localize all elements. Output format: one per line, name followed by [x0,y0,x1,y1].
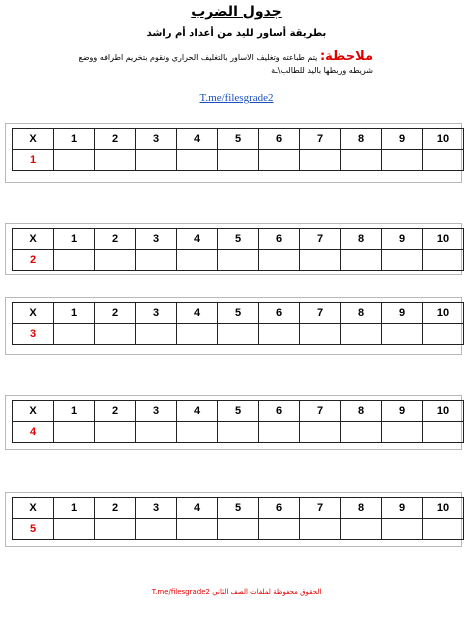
bracelet-table-4 [5,395,462,450]
answer-cell [259,150,300,171]
header-cell-x: X [13,303,54,324]
header-cell: 7 [300,229,341,250]
answer-cell [218,422,259,443]
answer-cell [341,150,382,171]
multiplication-table [12,400,464,443]
channel-link[interactable]: T.me/filesgrade2 [199,92,274,104]
answer-row [13,422,464,443]
answer-cell [95,150,136,171]
answer-cell [218,150,259,171]
multiplication-table [12,128,464,171]
answer-cell [423,324,464,345]
row-label: 2 [13,250,54,271]
header-cell: 8 [341,401,382,422]
header-cell: 6 [259,401,300,422]
multiplication-table [12,497,464,540]
header-row [13,129,464,150]
answer-cell [300,324,341,345]
answer-cell [423,519,464,540]
answer-cell [341,324,382,345]
header-cell: 8 [341,303,382,324]
header-cell: 10 [423,129,464,150]
answer-row [13,519,464,540]
header-row [13,401,464,422]
header-cell: 6 [259,498,300,519]
answer-cell [218,324,259,345]
header-cell-x: X [13,229,54,250]
bracelet-table-1 [5,123,462,183]
answer-cell [177,150,218,171]
answer-cell [382,519,423,540]
answer-cell [95,422,136,443]
answer-row [13,150,464,171]
answer-cell [95,250,136,271]
bracelet-table-2 [5,223,462,275]
header-cell: 3 [136,303,177,324]
page-subtitle: بطريقة أساور لليد من أعداد أم راشد [146,28,327,39]
header-cell: 3 [136,498,177,519]
header-row [13,303,464,324]
answer-cell [218,250,259,271]
note [73,50,373,77]
header-cell: 9 [382,401,423,422]
answer-cell [136,422,177,443]
row-label: 5 [13,519,54,540]
header-cell: 8 [341,229,382,250]
answer-cell [95,519,136,540]
answer-cell [300,150,341,171]
header-cell: 10 [423,401,464,422]
header-cell-x: X [13,129,54,150]
header-cell-x: X [13,498,54,519]
answer-cell [300,250,341,271]
answer-cell [136,324,177,345]
header-cell: 6 [259,229,300,250]
answer-cell [54,250,95,271]
header-cell: 10 [423,498,464,519]
header-cell: 2 [95,401,136,422]
note-label: ملاحظة: [319,49,373,64]
answer-cell [259,519,300,540]
header-cell: 3 [136,229,177,250]
header-cell: 5 [218,229,259,250]
header-cell: 3 [136,401,177,422]
answer-cell [54,422,95,443]
header-cell: 6 [259,303,300,324]
header-cell: 9 [382,498,423,519]
header-cell: 2 [95,498,136,519]
answer-row [13,250,464,271]
header-cell: 1 [54,129,95,150]
header-cell: 5 [218,401,259,422]
header-cell: 2 [95,229,136,250]
header-cell: 7 [300,498,341,519]
answer-cell [341,519,382,540]
answer-cell [218,519,259,540]
answer-cell [423,150,464,171]
header-cell: 2 [95,303,136,324]
header-cell: 8 [341,129,382,150]
note-text: يتم طباعته وتغليف الاساور بالتغليف الحراري ونقوم بتخريم اطرافه ووضع شريطه وربطها باليد للطالب\ـة [78,53,373,75]
row-label: 4 [13,422,54,443]
header-cell: 4 [177,498,218,519]
answer-cell [382,150,423,171]
header-row [13,229,464,250]
header-cell: 10 [423,303,464,324]
answer-cell [259,324,300,345]
header-cell: 7 [300,129,341,150]
footer-copyright: الحقوق محفوظة لملفات الصف الثاني T.me/filesgrade2 [151,588,322,596]
multiplication-table [12,228,464,271]
row-label: 1 [13,150,54,171]
multiplication-table [12,302,464,345]
header-cell: 4 [177,401,218,422]
header-cell: 1 [54,229,95,250]
answer-cell [177,250,218,271]
header-cell: 4 [177,129,218,150]
answer-cell [423,250,464,271]
answer-cell [95,324,136,345]
header-cell: 9 [382,229,423,250]
answer-cell [54,150,95,171]
header-cell: 6 [259,129,300,150]
bracelet-table-3 [5,297,462,355]
answer-cell [341,250,382,271]
answer-cell [423,422,464,443]
answer-cell [177,519,218,540]
header-cell: 4 [177,229,218,250]
answer-cell [300,422,341,443]
header-cell: 5 [218,498,259,519]
header-row [13,498,464,519]
answer-cell [382,324,423,345]
header-cell: 9 [382,129,423,150]
header-cell-x: X [13,401,54,422]
row-label: 3 [13,324,54,345]
answer-row [13,324,464,345]
bracelet-table-5 [5,492,462,547]
header-cell: 5 [218,303,259,324]
header-cell: 7 [300,401,341,422]
answer-cell [177,324,218,345]
answer-cell [136,150,177,171]
answer-cell [259,250,300,271]
answer-cell [136,519,177,540]
header-cell: 1 [54,498,95,519]
answer-cell [341,422,382,443]
header-cell: 4 [177,303,218,324]
header-cell: 2 [95,129,136,150]
page-title: جدول الضرب [191,4,282,20]
header-cell: 3 [136,129,177,150]
answer-cell [54,324,95,345]
answer-cell [259,422,300,443]
answer-cell [300,519,341,540]
header-cell: 5 [218,129,259,150]
answer-cell [177,422,218,443]
answer-cell [382,422,423,443]
header-cell: 9 [382,303,423,324]
header-cell: 10 [423,229,464,250]
answer-cell [54,519,95,540]
answer-cell [382,250,423,271]
header-cell: 1 [54,401,95,422]
header-cell: 8 [341,498,382,519]
header-cell: 1 [54,303,95,324]
header-cell: 7 [300,303,341,324]
answer-cell [136,250,177,271]
